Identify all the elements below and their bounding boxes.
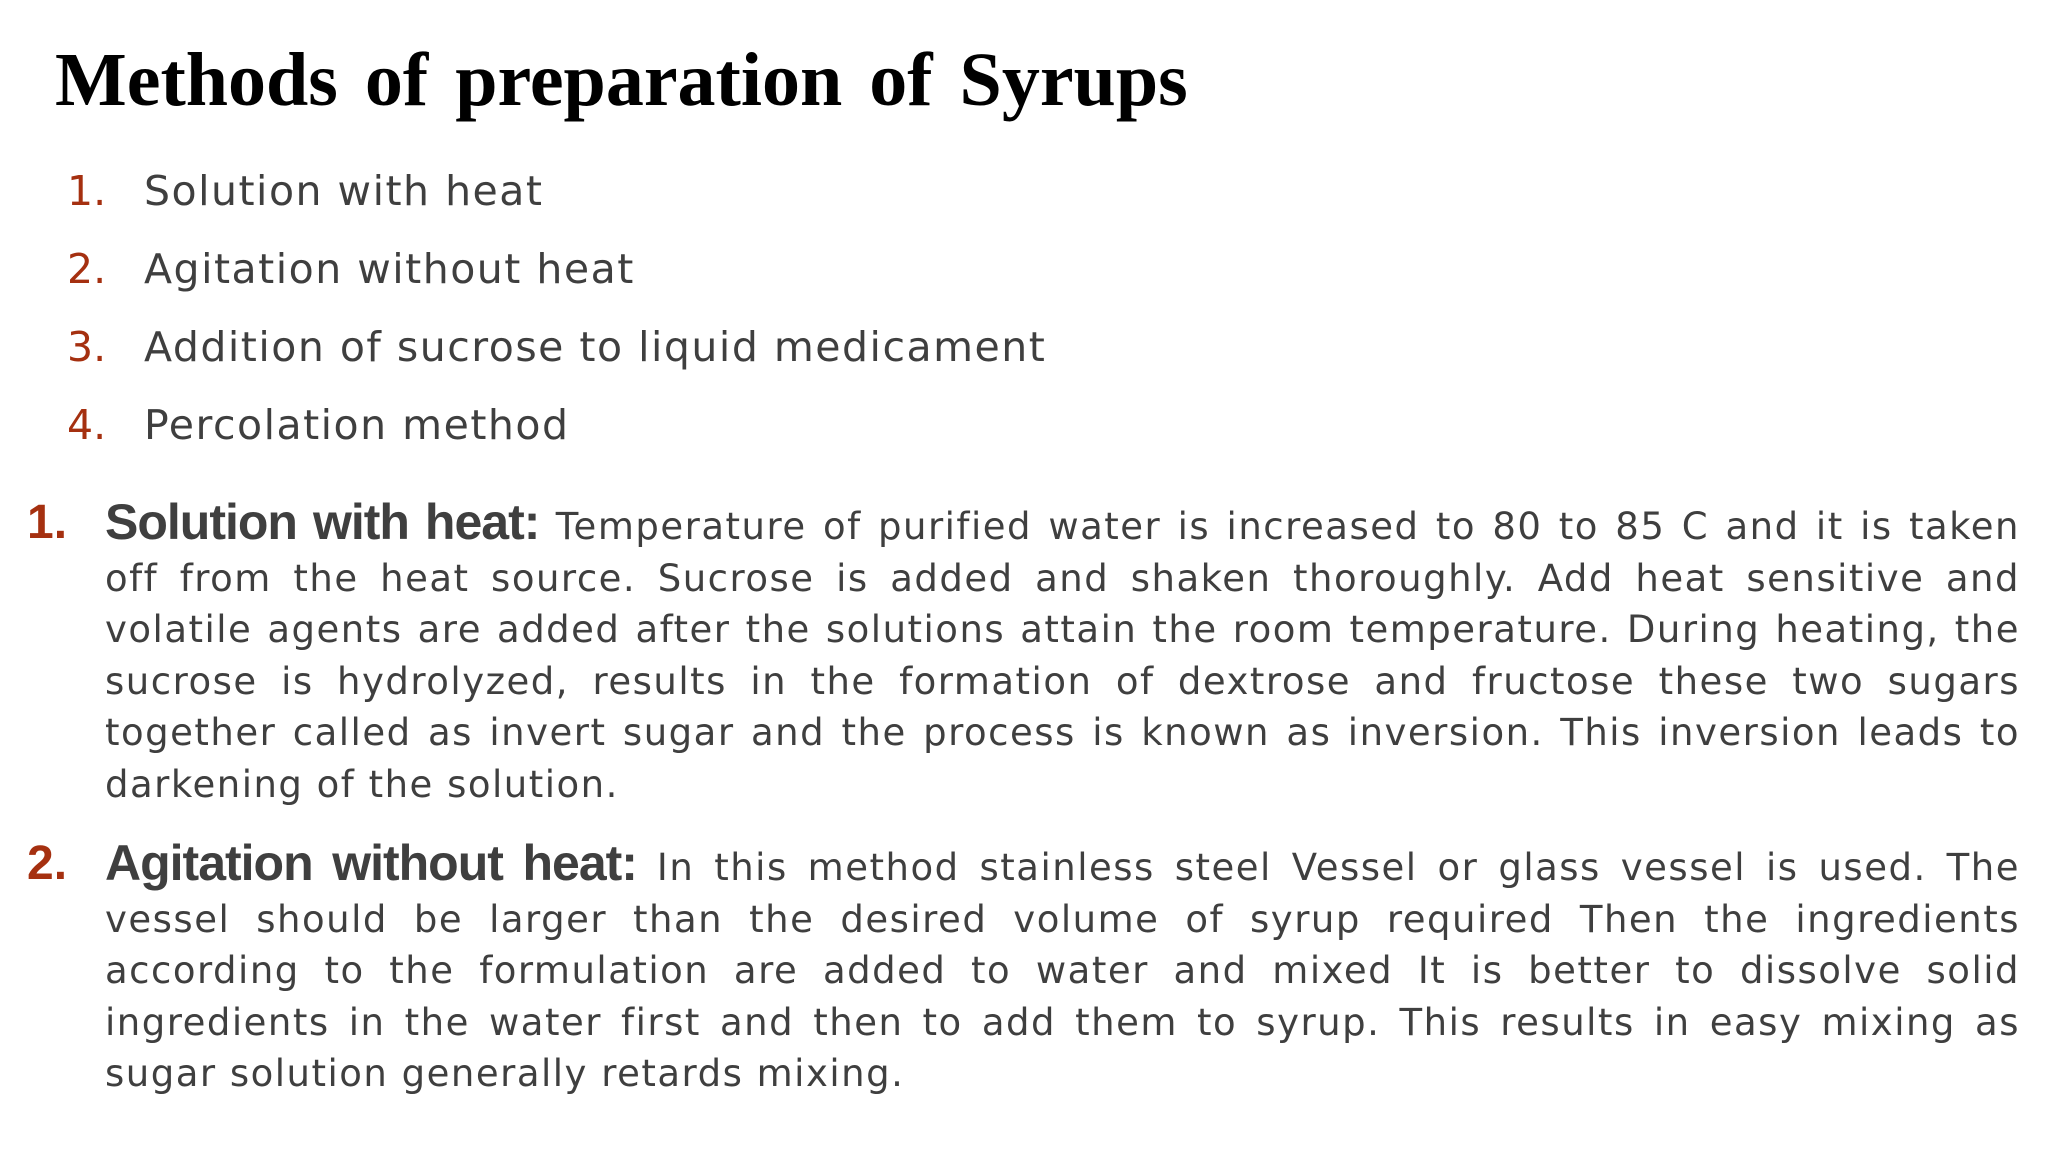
section-paragraph bbox=[105, 494, 2020, 810]
list-item-text: Solution with heat bbox=[144, 167, 544, 215]
list-item-number: 3. bbox=[67, 323, 107, 371]
section-text: In this method stainless steel Vessel or glass vessel is used. The vessel should be larger than the desired volume of syrup required Then the ingredients according to the formulation are added to water and mixed It is better to dissolve solid ingredients in the water first and then to add them to syrup. This results in easy mixing as sugar solution generally retards mixing. bbox=[105, 846, 2020, 1095]
section-paragraph bbox=[105, 835, 2020, 1100]
section-number: 2. bbox=[27, 837, 68, 890]
section-heading: Agitation without heat: bbox=[105, 835, 637, 891]
slide-title: Methods of preparation of Syrups bbox=[55, 38, 1188, 122]
section-number: 1. bbox=[27, 496, 68, 549]
section-text: Temperature of purified water is increased to 80 to 85 C and it is taken off from the heat source. Sucrose is added and shaken thoroughly. Add heat sensitive and volatile agents are added after the solutions attain the room temperature. During heating, the sucrose is hydrolyzed, results in the formation of dextrose and fructose these two sugars together called as invert sugar and the process is known as inversion. This inversion leads to darkening of the solution. bbox=[105, 505, 2020, 806]
list-item-number: 1. bbox=[67, 167, 107, 215]
section-heading: Solution with heat: bbox=[105, 494, 540, 550]
list-item-text: Addition of sucrose to liquid medicament bbox=[144, 323, 1047, 371]
list-item-number: 2. bbox=[67, 245, 107, 293]
list-item-text: Percolation method bbox=[144, 401, 570, 449]
list-item-text: Agitation without heat bbox=[144, 245, 635, 293]
list-item-number: 4. bbox=[67, 401, 107, 449]
